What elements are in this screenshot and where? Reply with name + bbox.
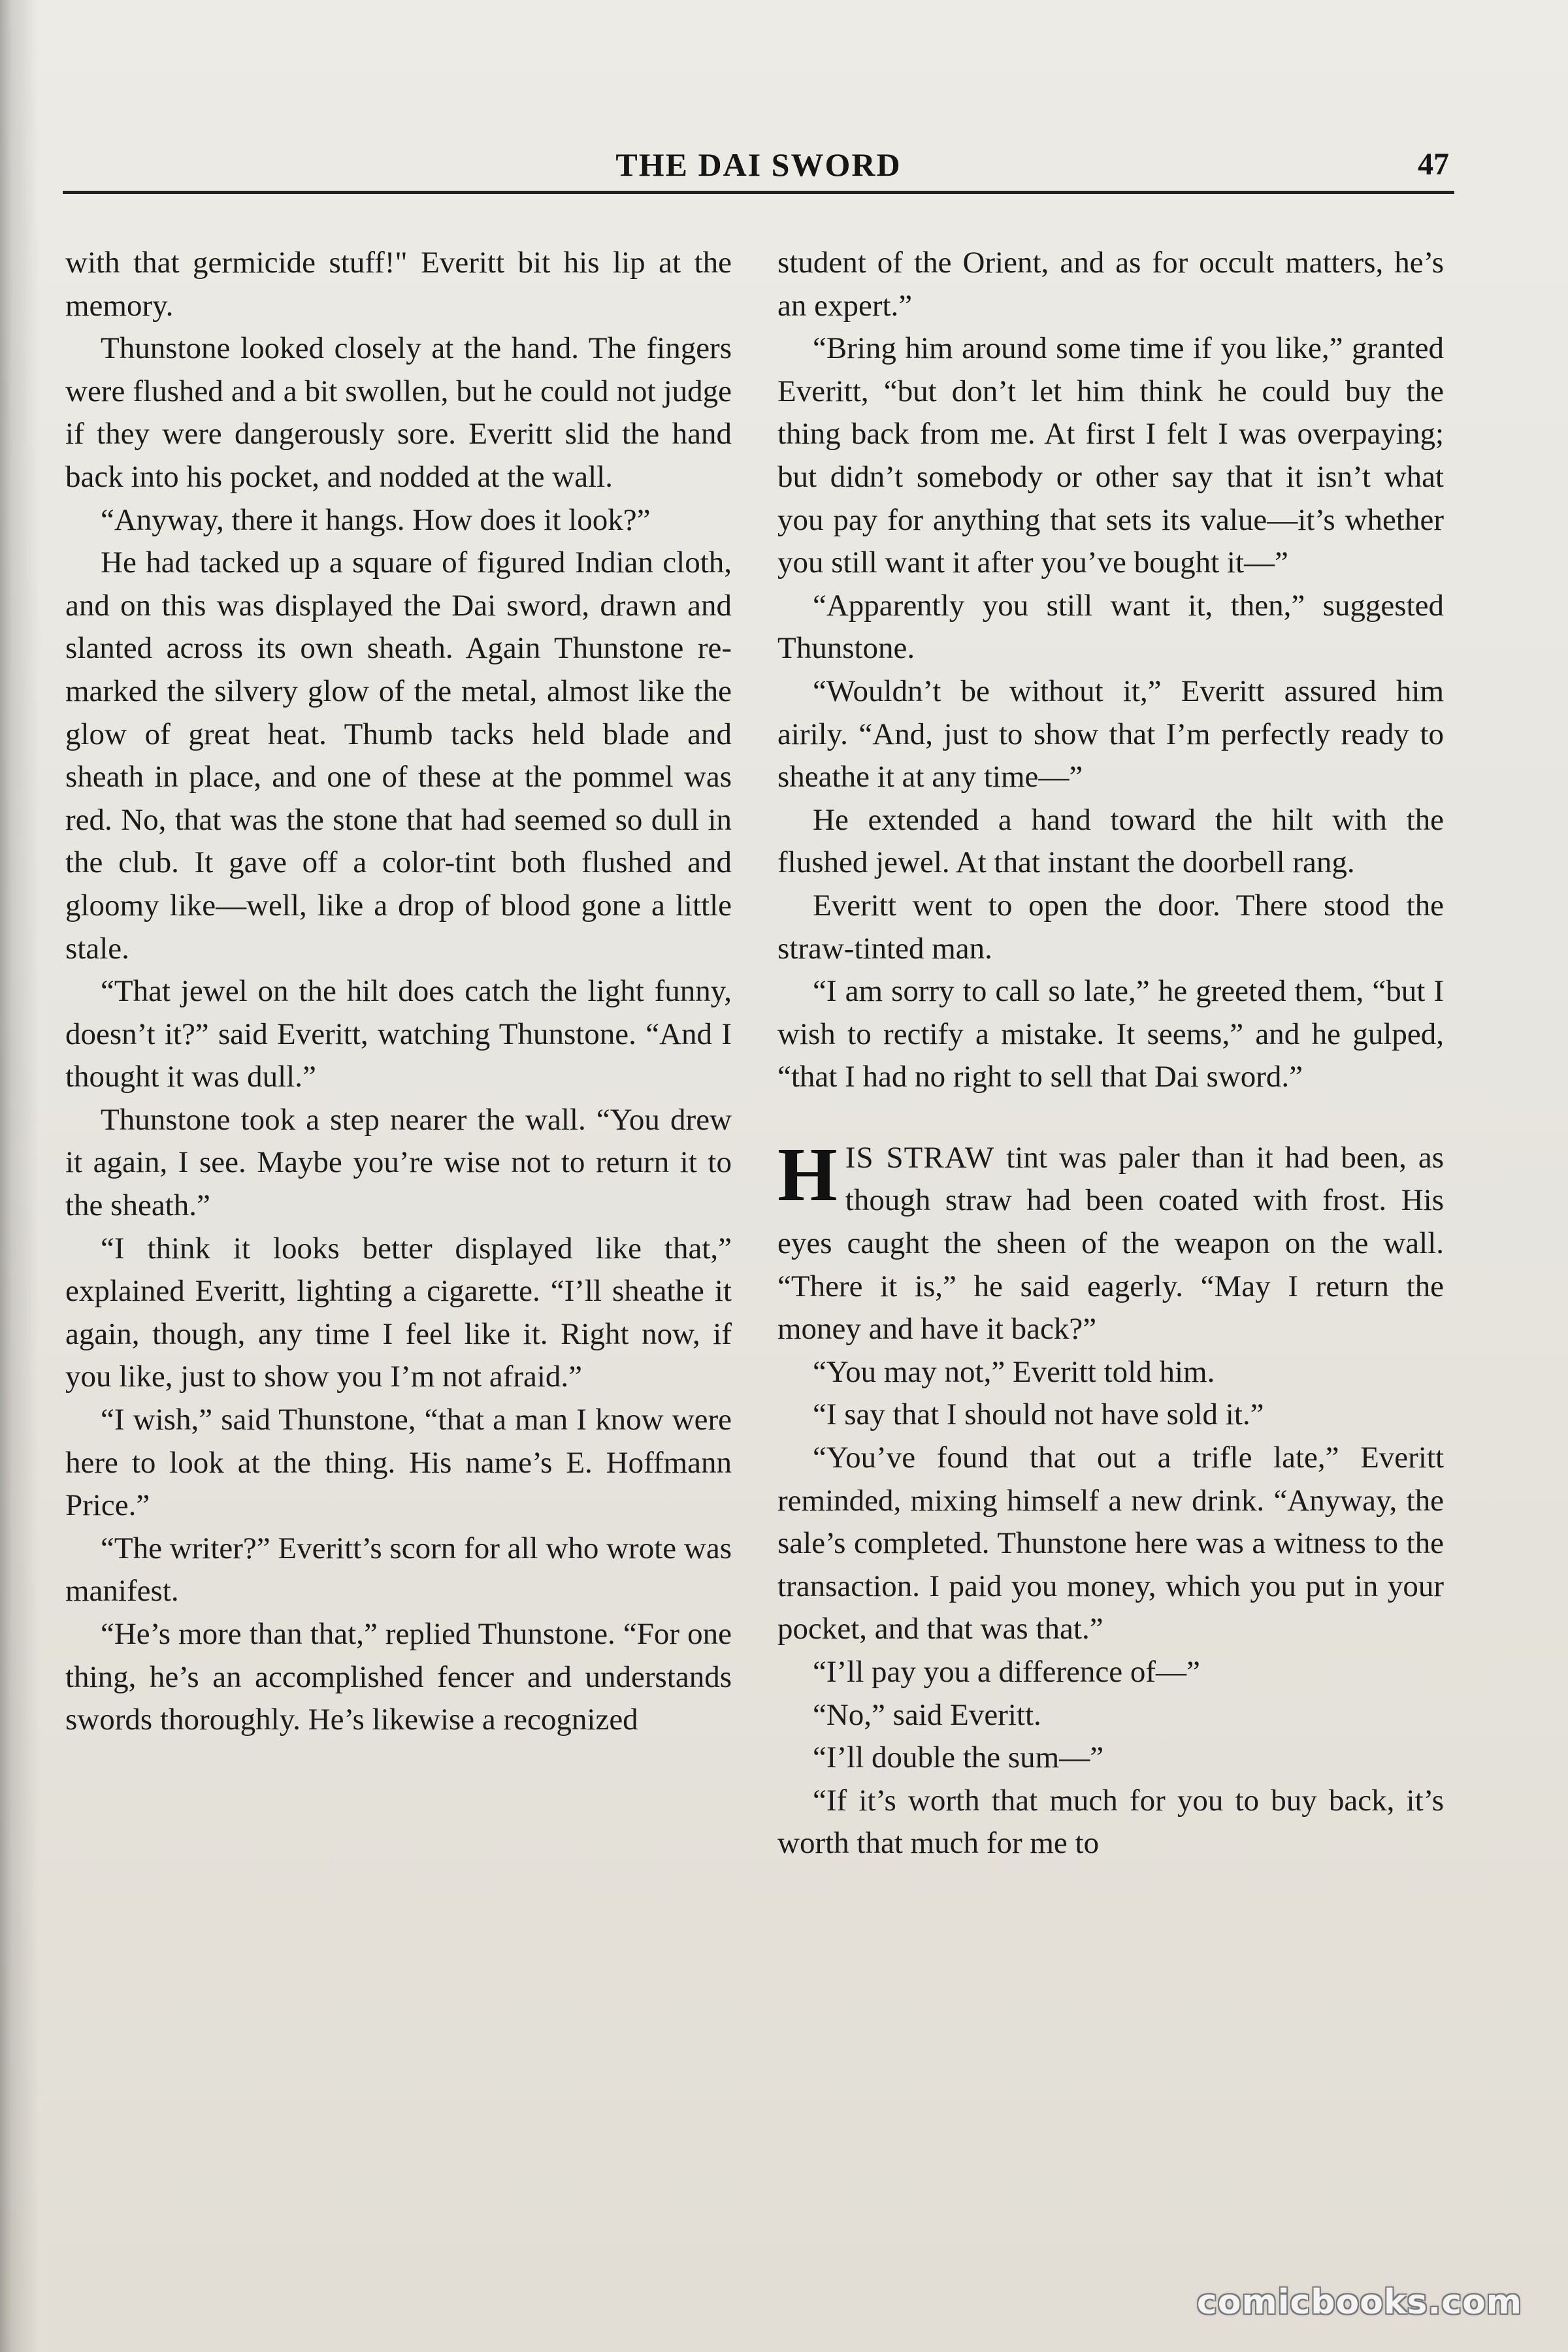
page-number: 47 [1418,147,1449,182]
drop-cap: H [777,1131,838,1217]
paragraph: “That jewel on the hilt does catch the light funny, doesn’t it?” said Everitt, watching Thunstone. “And I thought it was dull.” [65,974,732,1094]
paragraph: “The writer?” Everitt’s scorn for all who wrote was manifest. [65,1531,732,1609]
paragraph: “I’ll double the sum—” [813,1740,1104,1775]
paragraph: “I’ll pay you a difference of—” [813,1655,1200,1689]
paragraph: “Apparently you still want it, then,” suggested Thunstone. [777,588,1444,666]
paragraph: Thunstone looked closely at the hand. The fingers were flushed and a bit swollen, but he could not judge if they were dangerously sore. Everitt slid the hand back into his pocket, and nodded at the wall. [65,331,732,494]
paragraph: “Bring him around some time if you like,” granted Everitt, “but don’t let him think he could buy the thing back from me. At first I felt I was overpaying; but didn’t somebody or other say that it isn’t what you pay for anything that sets its value—it’s whether you still want it after you’ve bought it—” [777,331,1444,580]
running-header [63,145,1454,188]
right-column [777,242,1444,2208]
paragraph: “I am sorry to call so late,” he greeted them, “but I wish to rectify a mistake. It seems,” and he gulped, “that I had no right to sell that Dai sword.” [777,974,1444,1094]
paragraph: “No,” said Everitt. [813,1697,1041,1732]
paragraph: Thunstone took a step nearer the wall. “You drew it again, I see. Maybe you’re wise not to return it to the sheath.” [65,1102,732,1223]
header-rule [63,191,1454,194]
site-watermark: comicbooks.com [1196,2283,1522,2322]
paragraph: “I wish,” said Thunstone, “that a man I know were here to look at the thing. His name’s E. Hoffmann Price.” [65,1403,732,1523]
paragraph: “Wouldn’t be without it,” Everitt assured him airily. “And, just to show that I’m perfectly ready to sheathe it at any time—” [777,674,1444,794]
paragraph: student of the Orient, and as for occult matters, he’s an expert.” [777,246,1444,323]
paragraph: “If it’s worth that much for you to buy back, it’s worth that much for me to [777,1783,1444,1861]
section-opening-text: tint was paler than it had been, as though straw had been coated with frost. His eyes caught the sheen of the weapon on the wall. “There it is,” he said eagerly. “May I return the money and have it back?” [777,1140,1444,1347]
paragraph: He extended a hand toward the hilt with the flushed jewel. At that instant the doorbell rang. [777,802,1444,880]
paragraph: “You may not,” Everitt told him. [813,1354,1215,1389]
running-title: THE DAI SWORD [615,146,902,183]
paragraph: “He’s more than that,” replied Thunstone. “For one thing, he’s an accomplished fencer and understands swords thoroughly. He’s likewise a recognized [65,1617,732,1737]
paragraph: “You’ve found that out a trifle late,” Everitt reminded, mixing himself a new drink. “Anyway, the sale’s completed. Thunstone here was a witness to the transaction. I paid you money, which you put in your pocket, and that was that.” [777,1441,1444,1646]
paragraph: “I think it looks better displayed like that,” explained Everitt, lighting a cigarette. “I’ll sheathe it again, though, any time I feel like it. Right now, if you like, just to show you I’m not afraid.” [65,1231,732,1394]
paragraph: “I say that I should not have sold it.” [813,1397,1264,1432]
lead-in-caps: IS STRAW [845,1140,995,1175]
paragraph: “Anyway, there it hangs. How does it look?” [101,502,651,537]
paragraph: Everitt went to open the door. There stood the straw-tinted man. [777,888,1444,966]
paragraph: with that germicide stuff!" Everitt bit his lip at the memory. [65,246,732,323]
paragraph: He had tacked up a square of figured Indian cloth, and on this was displayed the Dai sword, drawn and slanted across its own sheath. Again Thunstone remarked the silvery glow of the metal, almost like the glow of great heat. Thumb tacks held blade and sheath in place, and one of these at the pommel was red. No, that was the stone that had seemed so dull in the club. It gave off a color-tint both flushed and gloomy like—well, like a drop of blood gone a little stale. [65,546,732,966]
left-column [65,242,732,2208]
section-opening-paragraph [777,1131,1444,1351]
